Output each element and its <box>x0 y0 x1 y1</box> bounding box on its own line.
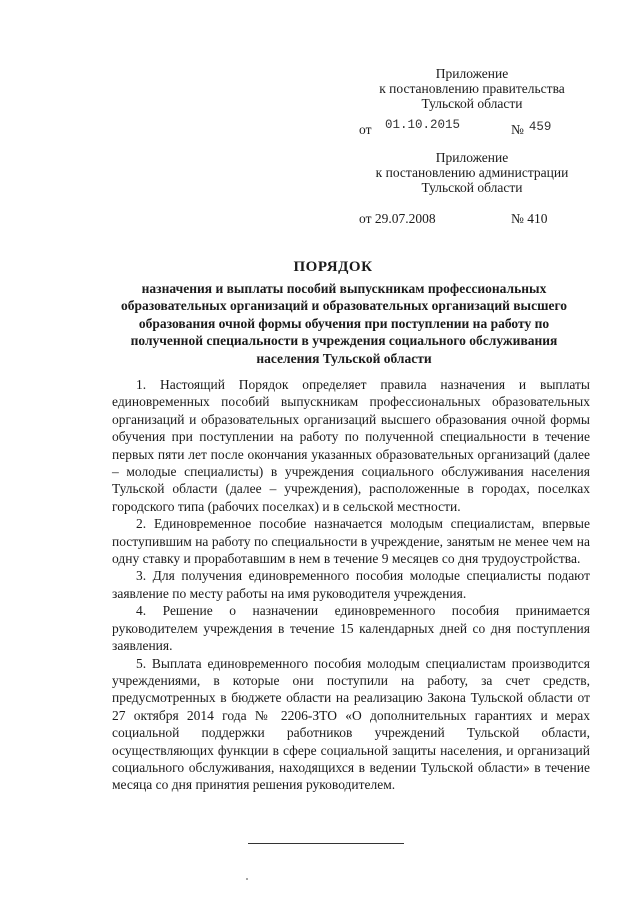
paragraph-2: 2. Единовременное пособие назначается молодым специалистам, впервые поступившим на работу по специальности в учреждение, занятым не менее чем на одну ставку и проработавшим в нем в течение 9 месяцев со дня трудоустройства. <box>112 516 590 567</box>
number-sign: № <box>511 122 524 137</box>
document-title: ПОРЯДОК <box>293 259 373 275</box>
appendix-region: Тульской области <box>421 96 523 111</box>
resolution-reference-administration <box>359 211 589 229</box>
resolution-number: № 410 <box>511 211 548 226</box>
paragraph-1: 1. Настоящий Порядок определяет правила назначения и выплаты единовременных пособий выпускникам профессиональных образовательных организаций и образовательных организаций высшего образования очной формы обучения при поступлении на работу по полученной специальности в течение первых пяти лет после окончания указанных образовательных организаций (далее – молодые специалисты) в учреждения социального обслуживания населения Тульской области (далее – учреждения), расположенные в городах, поселках городского типа (рабочих поселках) и в сельской местности. <box>112 377 590 514</box>
appendix-issuer: к постановлению правительства <box>379 81 565 96</box>
date-prefix: от <box>359 122 372 137</box>
appendix-block-government <box>356 66 588 111</box>
scan-speck <box>246 878 248 880</box>
paragraph-3: 3. Для получения единовременного пособия молодые специалисты подают заявление по месту работы на имя руководителя учреждения. <box>112 568 590 601</box>
appendix-label: Приложение <box>435 66 509 81</box>
resolution-date: от 29.07.2008 <box>359 211 436 226</box>
resolution-number <box>511 122 551 139</box>
paragraph-5: 5. Выплата единовременного пособия молодым специалистам производится учреждениями, в которые они поступили на работу, за счет средств, предусмотренных в бюджете области на реализацию Закона Тульской области от 27 октября 2014 года № 2206-ЗТО «О дополнительных гарантиях и мерах социальной поддержки работников учреждений Тульской области, осуществляющих функции в сфере социальной защиты населения, и организаций социального обслуживания, находящихся в ведении Тульской области» в течение месяца со дня принятия решения руководителем. <box>112 655 590 793</box>
resolution-date: 01.10.2015 <box>385 118 461 132</box>
paragraph-4: 4. Решение о назначении единовременного пособия принимается руководителем учреждения в течение 15 календарных дней со дня поступления заявления. <box>112 603 590 654</box>
document-subtitle: назначения и выплаты пособий выпускникам профессиональных образовательных организаций и образовательных организаций высшего образования очной формы обучения при поступлении на работу по полученной специальности в учреждения социального обслуживания населения Тульской области <box>120 281 568 366</box>
number-value: 459 <box>528 120 552 134</box>
appendix-block-administration <box>356 150 588 195</box>
appendix-region: Тульской области <box>421 180 523 195</box>
appendix-issuer: к постановлению администрации <box>375 165 569 180</box>
end-divider <box>248 843 404 844</box>
resolution-reference-government <box>359 118 589 140</box>
document-body <box>112 376 590 794</box>
appendix-label: Приложение <box>435 150 509 165</box>
